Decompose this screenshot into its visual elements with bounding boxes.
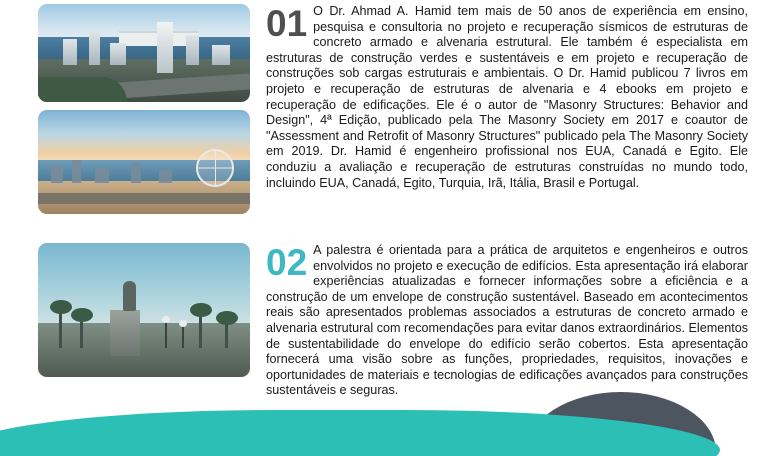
building-shape xyxy=(186,35,199,64)
building-shape xyxy=(159,170,172,182)
building-shape xyxy=(212,45,230,65)
ground-layer xyxy=(38,323,250,377)
building-shape xyxy=(72,160,81,183)
section-02-text-column xyxy=(250,243,748,399)
building-shape xyxy=(131,163,141,183)
section-02-photo-column xyxy=(38,243,250,377)
palm-tree-shape xyxy=(59,307,62,347)
lamp-post-shape xyxy=(165,321,167,348)
palm-tree-shape xyxy=(199,310,202,348)
seaside-avenue-photo xyxy=(38,4,250,102)
ferris-wheel-shape xyxy=(196,149,234,187)
building-shape xyxy=(110,43,126,65)
plinth-shape xyxy=(110,310,140,356)
vegetation-shape xyxy=(38,77,127,102)
section-02-paragraph: A palestra é orientada para a prática de arquitetos e engenheiros e outros envolvidos no projeto e execução de edifícios. Esta apresentação irá elaborar experiências atualizadas e fornecer informações sobre a eficiência e a construção de um envelope de construção sustentável. Baseado em acontecimentos reais são apresentados problemas associados a estruturas de concreto armado e alvenaria estrutural com recomendações para evitar danos extraordinários. Elementos de sustentabilidade do envelope do edifício serão cobertos. Esta apresentação fornecerá uma visão sobre as funções, propriedades, requisitos, inovações e oportunidades de materiais e tecnologias de edificações avançados para construções sustentáveis e seguras. xyxy=(266,243,748,398)
monument-statue-photo xyxy=(38,243,250,377)
palm-tree-shape xyxy=(225,318,228,347)
section-01-text-column xyxy=(250,4,748,191)
road-shape xyxy=(38,193,250,203)
tower-shape xyxy=(157,22,173,73)
section-01-paragraph: O Dr. Ahmad A. Hamid tem mais de 50 anos de experiência em ensino, pesquisa e consultoria no projeto e recuperação sísmicos de estruturas de concreto armado e alvenaria estrutural. Ele também é especialista em estruturas de construção verdes e sustentáveis e em projeto e recuperação de construções sob cargas estruturais e ambientais. O Dr. Hamid publicou 7 livros em projeto e recuperação de estruturas de alvenaria e 4 ebooks em projeto e recuperação de edificações. Ele é o autor de "Masonry Structures: Behavior and Design", 4ª Edição, publicado pela The Masonry Society em 2017 e coautor de "Assessment and Retrofit of Masonry Structures" publicado pela The Masonry Society em 2019. Dr. Hamid é engenheiro profissional nos EUA, Canadá e Egito. Ele conduziu a avaliação e recuperação de estruturas construídas no mundo todo, incluindo EUA, Canadá, Egito, Turquia, Irã, Itália, Brasil e Portugal. xyxy=(266,4,748,190)
statue-shape xyxy=(123,281,136,311)
section-01-number: 01 xyxy=(266,3,308,44)
building-shape xyxy=(95,168,109,183)
building-shape xyxy=(51,166,63,183)
palm-tree-shape xyxy=(80,315,83,347)
building-shape xyxy=(63,39,77,64)
section-02-number: 02 xyxy=(266,242,308,283)
lamp-post-shape xyxy=(182,325,184,348)
section-01 xyxy=(38,4,748,214)
beach-dusk-photo xyxy=(38,110,250,214)
section-01-photo-column xyxy=(38,4,250,214)
building-shape xyxy=(89,31,100,64)
section-02 xyxy=(38,243,748,399)
